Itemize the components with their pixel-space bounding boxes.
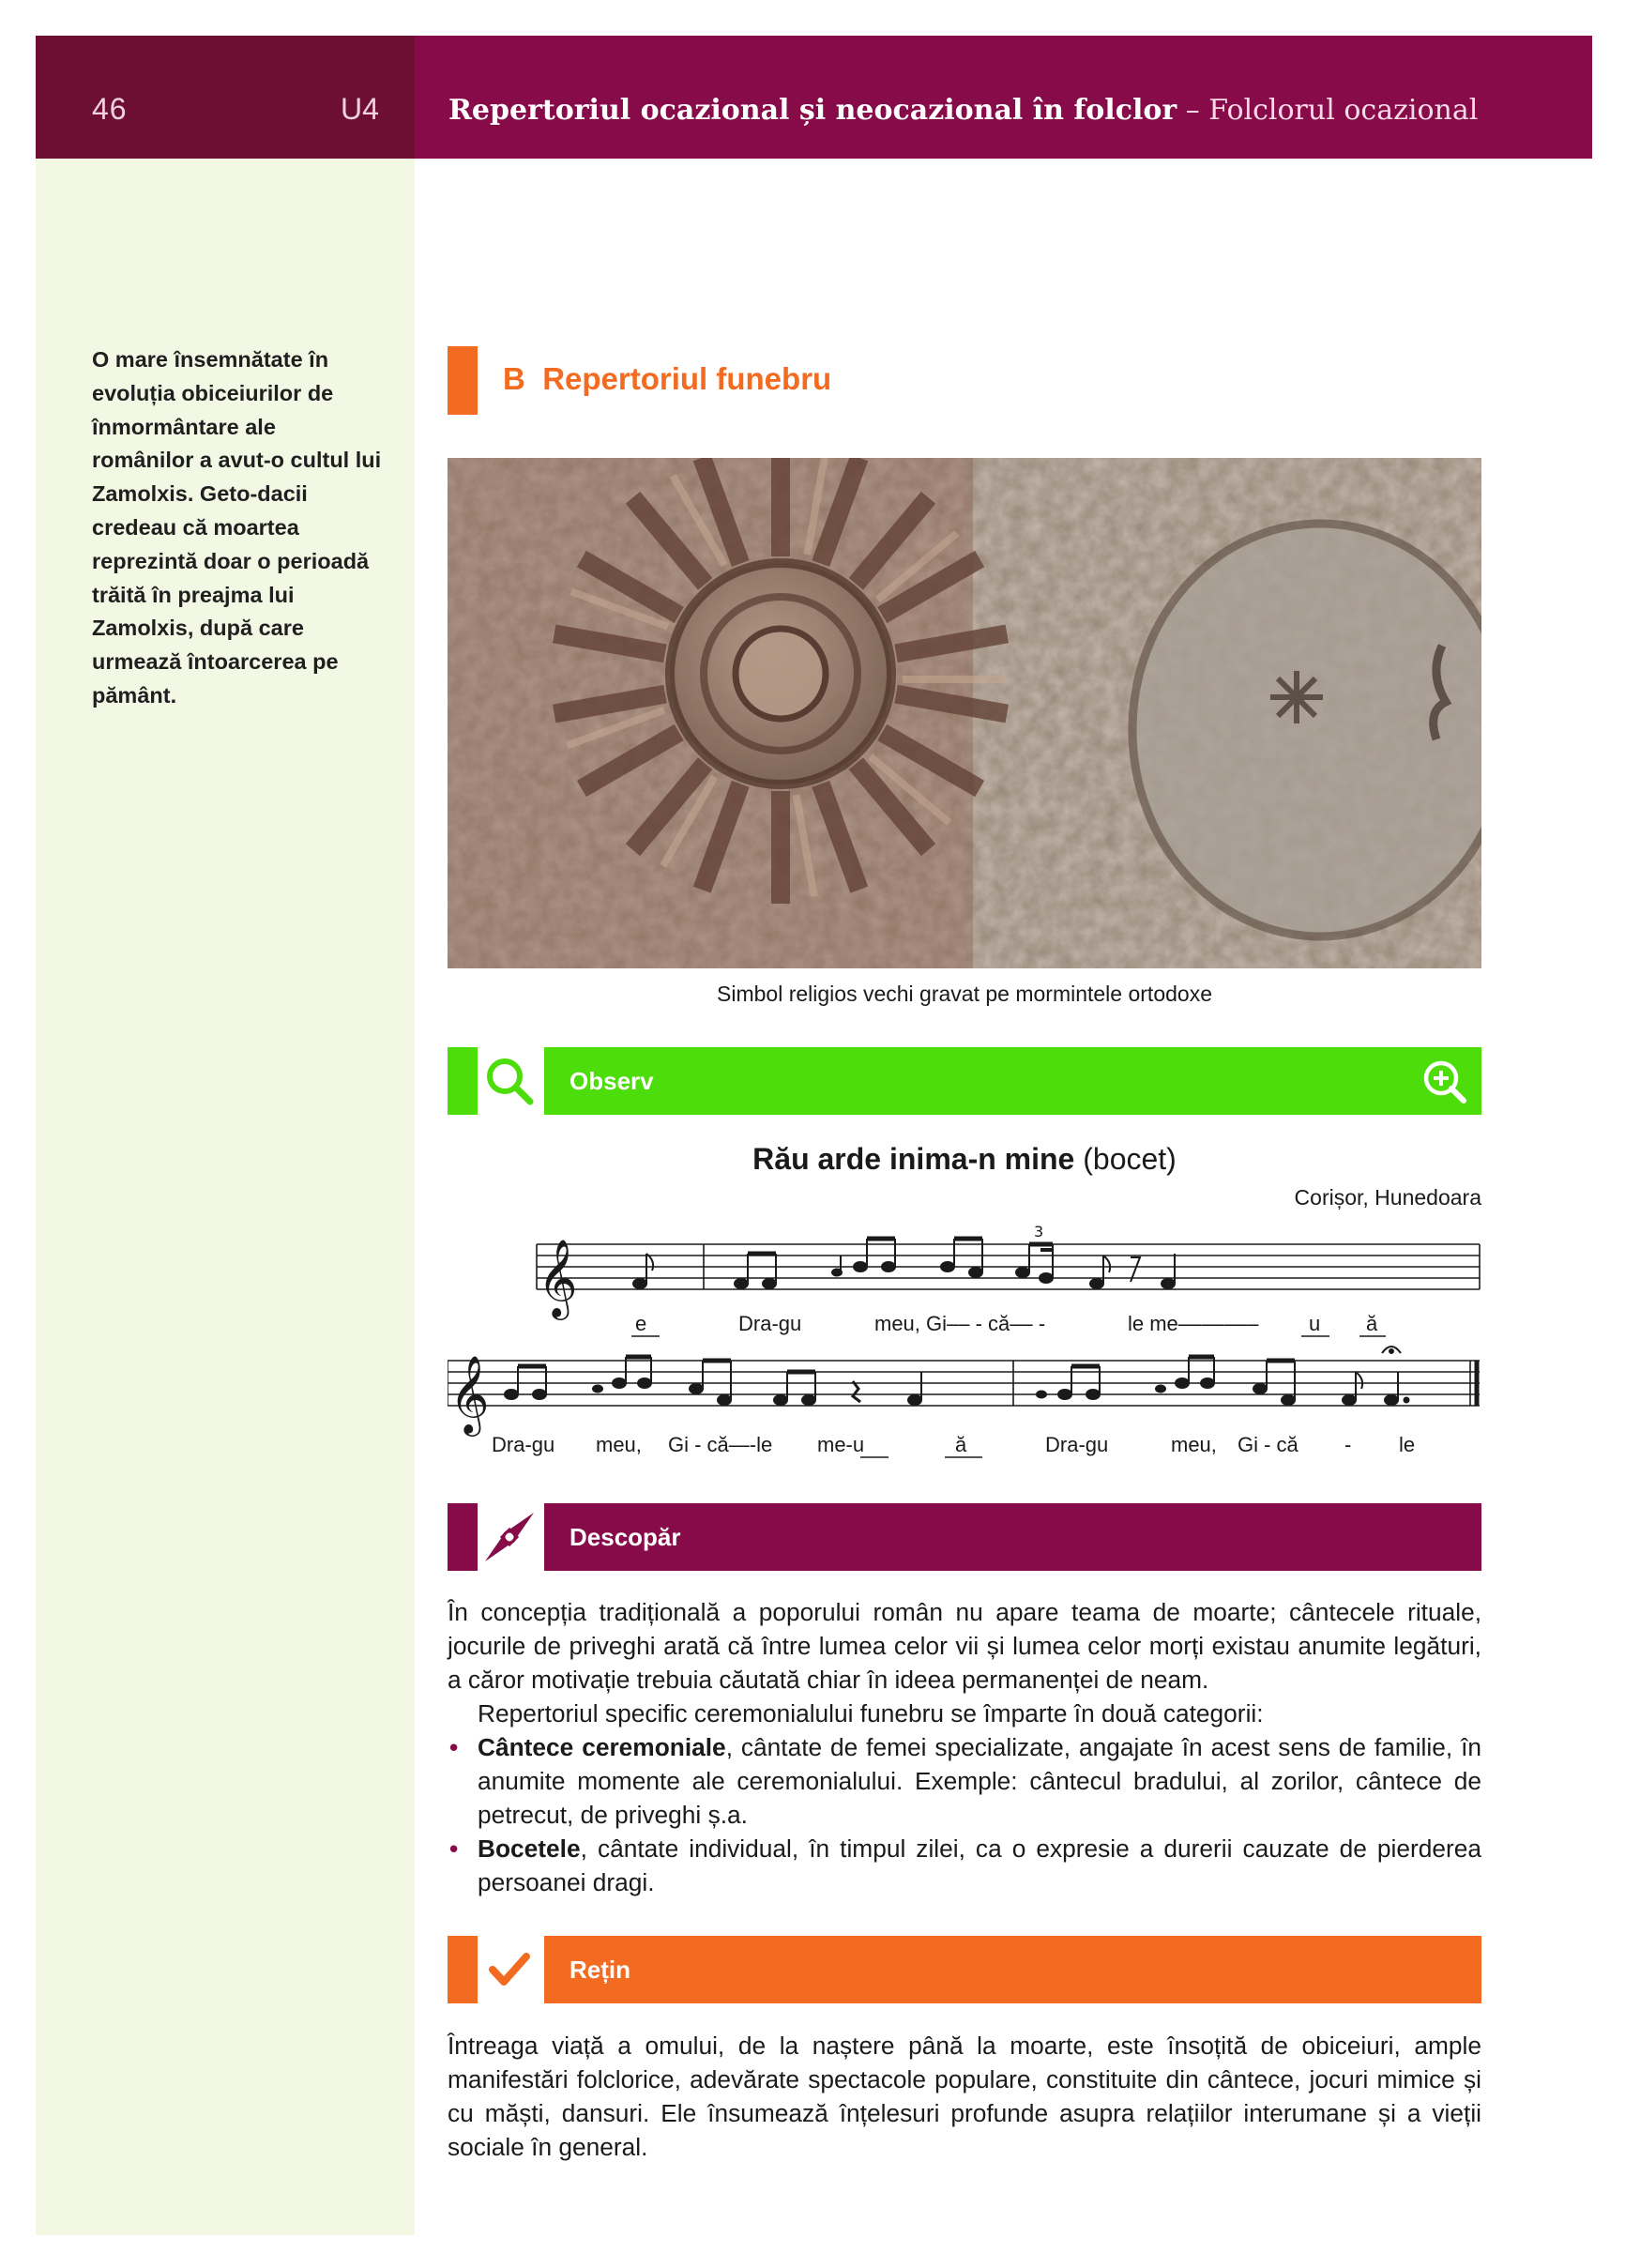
page-header [36,36,1592,159]
zoom-in-icon[interactable] [1421,1058,1468,1105]
descopar-icon-box [478,1503,541,1571]
staff-2 [448,1361,1480,1406]
observ-accent [448,1047,478,1115]
section-letter: B [503,361,525,396]
song-type: (bocet) [1083,1142,1177,1176]
lyric-2-5: ă [955,1433,967,1456]
unit-label: U4 [341,92,379,126]
list-item [448,1832,1481,1899]
descopar-fill [544,1503,1481,1571]
song-title [448,1142,1481,1177]
list-item [448,1730,1481,1832]
lyric-1-3: meu, Gi–– - că–– - [874,1312,1046,1335]
staff-2-notes [505,1347,1409,1405]
lyric-1-5: u [1309,1312,1321,1335]
lyric-1-1: e [635,1312,647,1335]
observ-fill [544,1047,1481,1115]
retin-accent [448,1936,478,2003]
category-text: , cântate individual, în timpul zilei, ca o expresie a durerii cauzate de pierderea persoanei dragi. [478,1834,1481,1896]
lyric-2-1: Dra-gu [492,1433,555,1456]
lyrics-line-1 [635,1312,1378,1335]
header-title-block [415,36,1592,159]
section-marker [448,346,478,415]
title-separator: – [1177,94,1209,127]
category-list [448,1730,1481,1899]
retin-fill [544,1936,1481,2003]
stone-carving-image [448,458,1481,968]
header-left-block [36,36,415,159]
staff-1 [537,1244,1480,1289]
carved-symbol-photo [448,458,1481,968]
lyric-2-2: meu, [596,1433,642,1456]
checkmark-icon [489,1951,530,1988]
score-notation [448,1220,1481,1469]
category-term: Cântece ceremoniale [478,1733,726,1761]
music-score [448,1220,1481,1473]
observ-label: Observ [570,1067,654,1095]
sidebar-note: O mare însemnătate în evoluția obiceiurilor de înmormântare ale românilor a avut-o cultul lui Zamolxis. Geto-dacii credeau că moartea reprezintă doar o perioadă trăită în preajma lui Zamolxis, după care urmează întoarcerea pe pământ. [92,347,382,708]
descopar-paragraph: În concepția tradițională a poporului român nu apare teama de moarte; cântecele rituale, jocurile de priveghi arată că între lumea celor vii și lumea celor morți existau anumite legături, a căror motivație trebuia căutată chiar în ideea permanenței de neam. [448,1598,1481,1694]
header-title [448,94,1478,127]
lyric-2-8: Gi - că [1238,1433,1298,1456]
lyrics-line-2 [492,1433,1415,1456]
page-number: 46 [92,92,128,126]
lyric-2-6: Dra-gu [1045,1433,1109,1456]
retin-icon-box [478,1936,541,2003]
descopar-intro: Repertoriul specific ceremonialului funebru se împarte în două categorii: [478,1699,1264,1728]
lyric-2-4: me-u [817,1433,865,1456]
category-term: Bocetele [478,1834,581,1863]
second-disc [1132,524,1481,936]
treble-clef-2: 𝄞 [449,1354,490,1433]
descopar-text [448,1595,1481,1899]
descopar-accent [448,1503,478,1571]
photo-caption: Simbol religios vechi gravat pe mormintele ortodoxe [717,982,1212,1006]
descopar-section-bar [448,1503,1481,1571]
descopar-label: Descopăr [570,1523,681,1551]
treble-clef-1: 𝄞 [538,1238,578,1317]
chapter-subtitle: Folclorul ocazional [1208,94,1479,127]
magnifier-icon [484,1056,535,1106]
song-origin: Corișor, Hunedoara [1294,1185,1481,1210]
staff-1-notes [633,1239,1175,1288]
observ-icon-box [478,1047,541,1115]
retin-label: Rețin [570,1956,630,1984]
chapter-title: Repertoriul ocazional și neocazional în folclor [448,94,1177,127]
retin-section-bar [448,1936,1481,2003]
lyric-2-10: le [1399,1433,1416,1456]
retin-text [448,2029,1481,2164]
lyric-1-2: Dra-gu [738,1312,802,1335]
section-name: Repertoriul funebru [542,361,832,396]
lyric-2-3: Gi - că—-le [668,1433,773,1456]
triplet-mark: 3 [1034,1223,1044,1241]
retin-paragraph: Întreaga viață a omului, de la naștere până la moarte, este însoțită de obiceiuri, ample manifestări folclorice, adevărate spectacole populare, constituite din cântece, jocuri mimice și cu măști, dansuri. Ele însumează înțelesuri profunde asupra relațiilor interumane și a vieții sociale în general. [448,2032,1481,2161]
observ-section-bar [448,1047,1481,1115]
section-title [503,361,831,397]
compass-icon [481,1509,538,1565]
song-name: Rău arde inima-n mine [752,1142,1075,1176]
lyric-1-4: le me––––––– [1128,1312,1259,1335]
lyric-2-9: - [1344,1433,1352,1456]
category-text: , cântate de femei specializate, angajate în acest sens de familie, în anumite momente ale ceremonialului. Exemple: cântecul bradului, al zorilor, cântece de petrecut, de priveghi ș.a. [478,1733,1481,1829]
lyric-2-7: meu, [1171,1433,1217,1456]
lyric-1-6: ă [1366,1312,1378,1335]
